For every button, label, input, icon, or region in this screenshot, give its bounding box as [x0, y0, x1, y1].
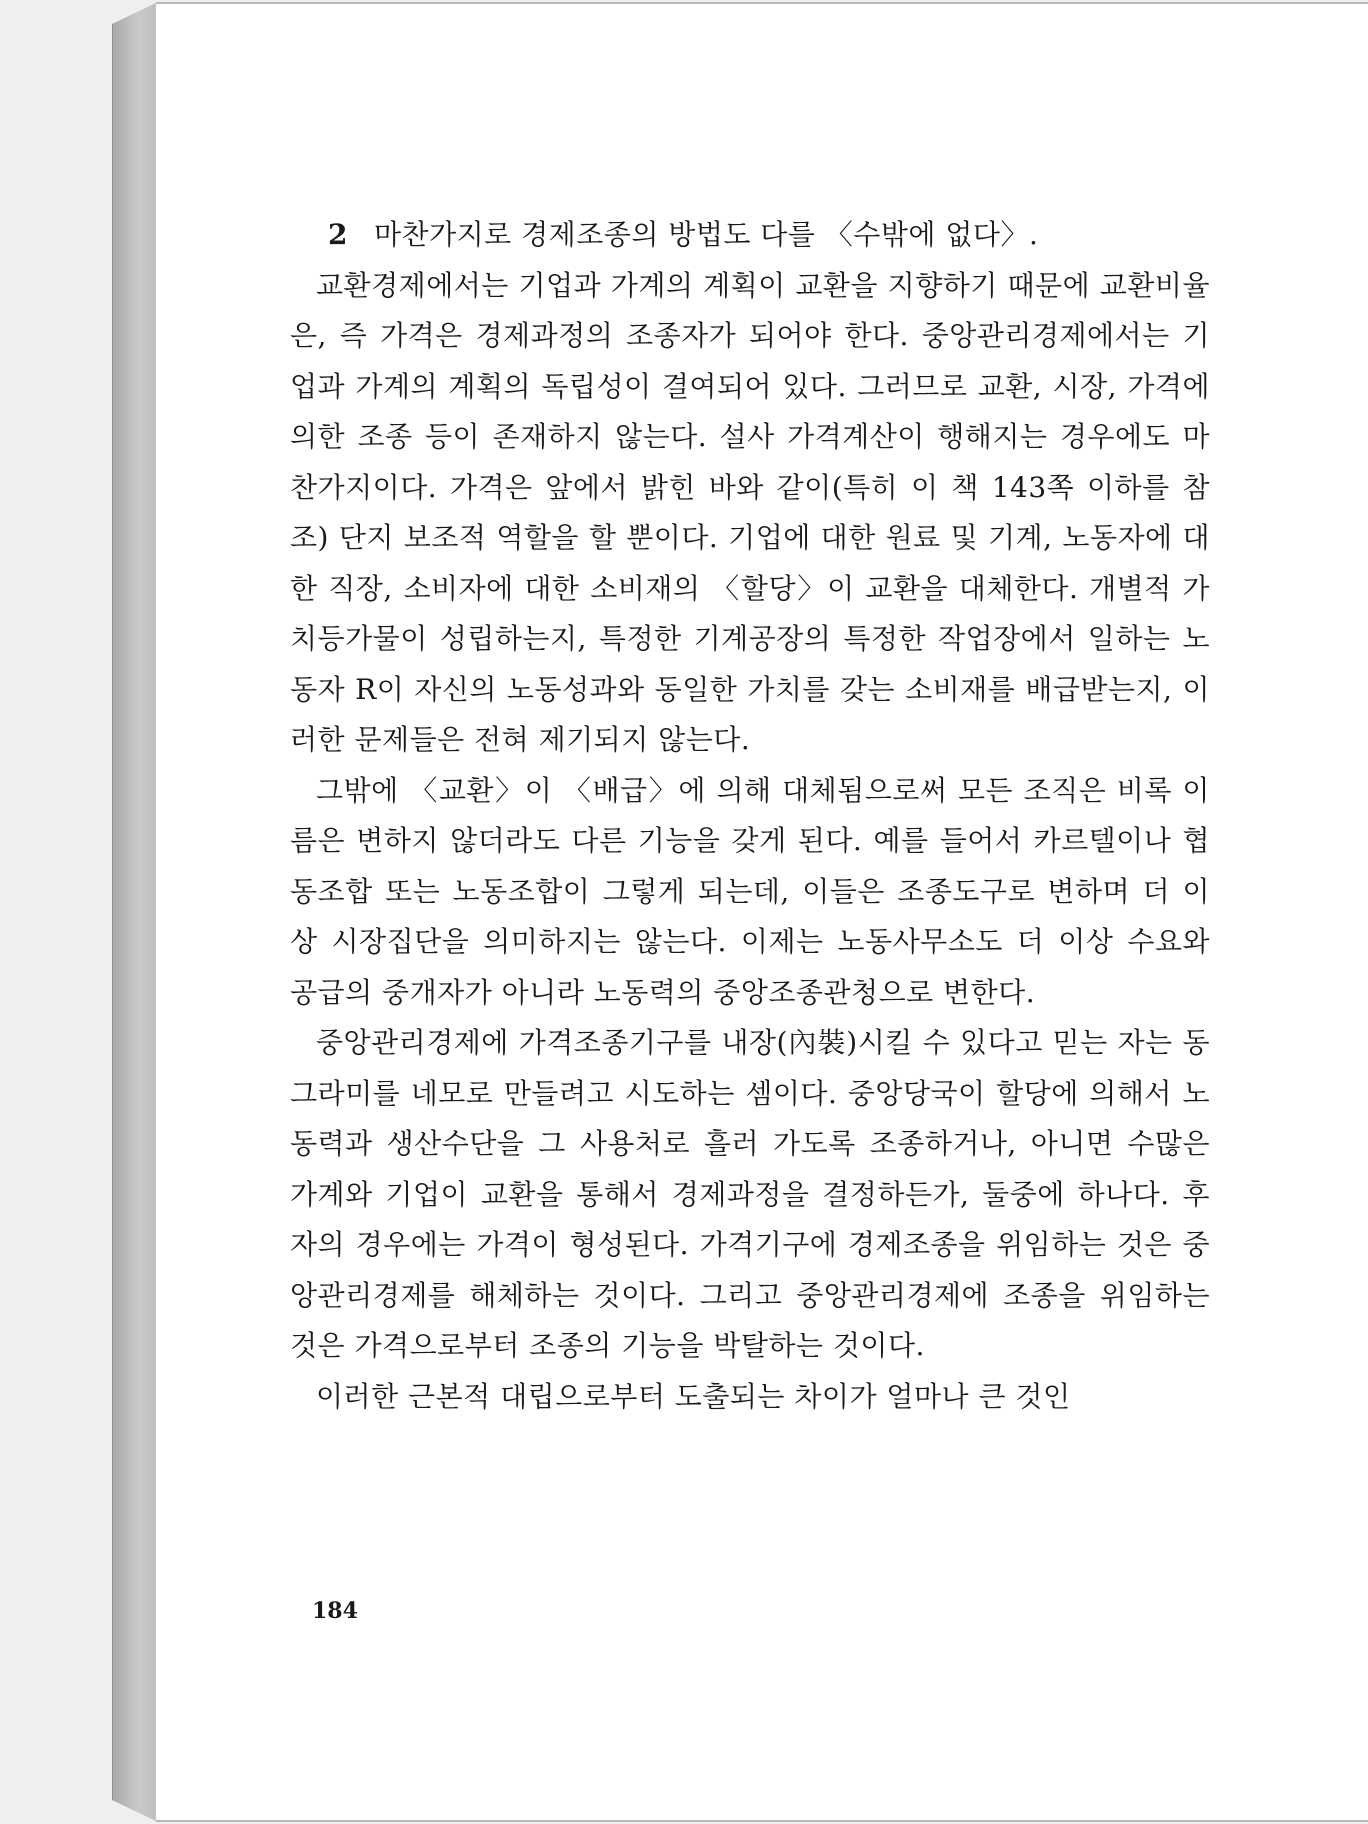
paragraph-1: 교환경제에서는 기업과 가계의 계획이 교환을 지향하기 때문에 교환비율은, 즉 가격은 경제과정의 조종자가 되어야 한다. 중앙관리경제에서는 기업과 가계의 계획의 독립성이 결여되어 있다. 그러므로 교환, 시장, 가격에 의한 조종 등이 존재하지 않는다. 설사 가격계산이 행해지는 경우에도 마찬가지이다. 가격은 앞에서 밝힌 바와 같이(특히 이 책 143쪽 이하를 참조) 단지 보조적 역할을 할 뿐이다. 기업에 대한 원료 및 기계, 노동자에 대한 직장, 소비자에 대한 소비재의 〈할당〉이 교환을 대체한다. 개별적 가치등가물이 성립하는지, 특정한 기계공장의 특정한 작업장에서 일하는 노동자 R이 자신의 노동성과와 동일한 가치를 갖는 소비재를 배급받는지, 이러한 문제들은 전혀 제기되지 않는다. [290, 268, 1210, 756]
section-heading-text: 마찬가지로 경제조종의 방법도 다를 〈수밖에 없다〉. [373, 218, 1039, 251]
book-spine [112, 2, 159, 1822]
paragraph-4: 이러한 근본적 대립으로부터 도출되는 차이가 얼마나 큰 것인 [316, 1379, 1071, 1413]
section-heading [290, 210, 1210, 261]
page-body [290, 210, 1210, 1422]
page-number: 184 [312, 1598, 358, 1624]
paragraph-3: 중앙관리경제에 가격조종기구를 내장(內裝)시킬 수 있다고 믿는 자는 동그라미를 네모로 만들려고 시도하는 셈이다. 중앙당국이 할당에 의해서 노동력과 생산수단을 그 사용처로 흘러 가도록 조종하거나, 아니면 수많은 가계와 기업이 교환을 통해서 경제과정을 결정하든가, 둘중에 하나다. 후자의 경우에는 가격이 형성된다. 가격기구에 경제조종을 위임하는 것은 중앙관리경제를 해체하는 것이다. 그리고 중앙관리경제에 조종을 위임하는 것은 가격으로부터 조종의 기능을 박탈하는 것이다. [290, 1026, 1210, 1362]
paragraph-2: 그밖에 〈교환〉이 〈배급〉에 의해 대체됨으로써 모든 조직은 비록 이름은 변하지 않더라도 다른 기능을 갖게 된다. 예를 들어서 카르텔이나 협동조합 또는 노동조합이 그렇게 되는데, 이들은 조종도구로 변하며 더 이상 시장집단을 의미하지는 않는다. 이제는 노동사무소도 더 이상 수요와 공급의 중개자가 아니라 노동력의 중앙조종관청으로 변한다. [290, 773, 1210, 1009]
section-number: 2 [328, 218, 348, 251]
